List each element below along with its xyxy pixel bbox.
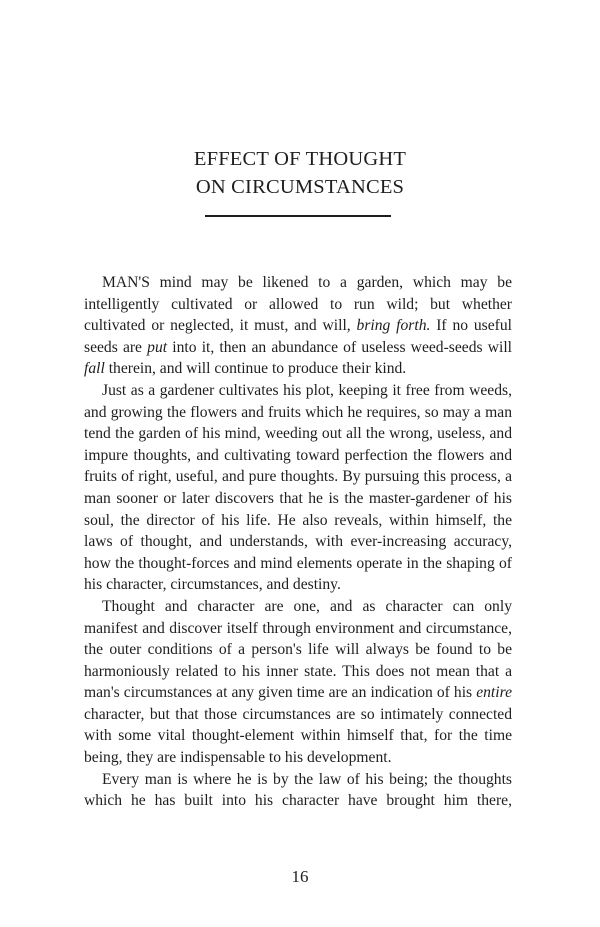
paragraph-1-emphasis-b: put xyxy=(147,338,168,356)
chapter-title-line-2: ON CIRCUMSTANCES xyxy=(195,176,405,198)
paragraph-3 xyxy=(84,596,512,769)
paragraph-1-text-a: MAN'S mind may be likened to a garden, which may be intelligently cultivated or allowed to run wild; but whether cultivated or neglected, it must, and will, xyxy=(84,274,512,335)
paragraph-3-text-a: Thought and character are one, and as character can only manifest and discover itself through environment and circumstance, the outer conditions of a person's life will always be found to be harmoniously related to his inner state. This does not mean that a man's circumstances at any given time are an indication of his xyxy=(84,597,512,702)
chapter-body xyxy=(84,272,512,812)
paragraph-1-text-c: into it, then an abundance of useless weed-seeds will xyxy=(167,338,512,356)
paragraph-4: Every man is where he is by the law of his being; the thoughts which he has built into his character have brought him there, xyxy=(84,770,512,810)
paragraph-1-emphasis-a: bring forth. xyxy=(356,317,431,335)
paragraph-2: Just as a gardener cultivates his plot, keeping it free from weeds, and growing the flowers and fruits which he requires, so may a man tend the garden of his mind, weeding out all the wrong, useless, and impure thoughts, and cultivating toward perfection the flowers and fruits of right, useful, and pure thoughts. By pursuing this process, a man sooner or later discovers that he is the master-gardener of his soul, the director of his life. He also reveals, within himself, the laws of thought, and understands, with ever-increasing accuracy, how the thought-forces and mind elements operate in the shaping of his character, circumstances, and destiny. xyxy=(84,381,512,594)
paragraph-1-emphasis-c: fall xyxy=(84,360,105,378)
title-divider xyxy=(205,215,391,217)
paragraph-3-text-b: character, but that those circumstances are so intimately connected with some vital thought-element within himself that, for the time being, they are indispensable to his development. xyxy=(84,705,512,767)
paragraph-1-text-b: If no useful seeds are xyxy=(84,317,512,356)
paragraph-1-text-d: therein, and will continue to produce their kind. xyxy=(104,360,407,378)
chapter-title xyxy=(0,145,600,201)
chapter-title-line-1: EFFECT OF THOUGHT xyxy=(193,148,407,170)
page-number: 16 xyxy=(291,867,309,886)
paragraph-3-emphasis: entire xyxy=(476,684,512,702)
paragraph-1 xyxy=(84,272,512,380)
